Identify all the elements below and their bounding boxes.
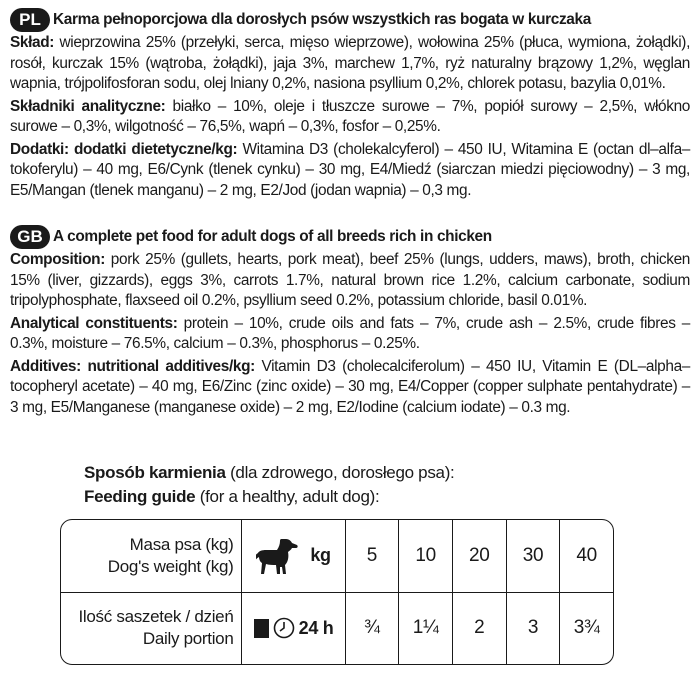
- weight-unit: kg: [310, 545, 331, 566]
- portion-value: ¾: [346, 593, 400, 664]
- portion-label: [61, 593, 242, 664]
- pl-analytical-text: białko – 10%, oleje i tłuszcze surowe – 7%, popiół surowy – 2,5%, włókno surowe – 0,3%, wilgotność – 76,5%, wapń – 0,3%, fosfor – 0,25%.: [10, 97, 691, 135]
- portion-unit: 24 h: [298, 617, 334, 638]
- gb-badge: GB: [10, 225, 50, 249]
- portion-unit-cell: [242, 593, 345, 664]
- pl-additives: [10, 140, 690, 202]
- portion-label-gb: Daily portion: [142, 629, 234, 649]
- feeding-table: [60, 519, 614, 665]
- gb-additives: [10, 357, 690, 419]
- pl-title: Karma pełnoporcjowa dla dorosłych psów wszystkich ras bogata w kurczaka: [53, 10, 591, 28]
- feeding-pl-bold: Sposób karmienia: [84, 463, 226, 482]
- gb-section: [10, 225, 690, 418]
- portion-value: 2: [453, 593, 507, 664]
- pl-section: [10, 8, 690, 201]
- weight-label-gb: Dog's weight (kg): [107, 556, 234, 576]
- gb-analytical-label: Analytical constituents:: [10, 314, 178, 332]
- table-row-portion: [61, 593, 613, 664]
- dog-icon: [256, 537, 300, 575]
- feeding-gb-bold: Feeding guide: [84, 487, 196, 506]
- gb-composition-text: pork 25% (gullets, hearts, pork meat), beef 25% (lungs, udders, maws), broth, chicken 15% (liver, gizzards), eggs 3%, carrots 1.7%, natural brown rice 1.2%, calcium carbonate, sodium tripolyphosphate, flaxseed oil 0.2%, psyllium seed 0.2%, potassium chloride, basil 0.01%.: [10, 251, 690, 309]
- clock-icon: [273, 617, 295, 639]
- portion-value: 3: [507, 593, 561, 664]
- weight-unit-cell: [242, 520, 345, 593]
- feeding-gb-rest: (for a healthy, adult dog):: [195, 487, 380, 506]
- pl-composition: [10, 33, 690, 95]
- feeding-heading-pl: [84, 461, 454, 485]
- portion-label-pl: Ilość saszetek / dzień: [78, 607, 234, 627]
- table-row-weight: [61, 520, 613, 593]
- pl-analytical: [10, 97, 690, 138]
- weight-value: 10: [399, 520, 453, 593]
- gb-title: A complete pet food for adult dogs of all breeds rich in chicken: [53, 227, 492, 245]
- weight-value: 30: [507, 520, 561, 593]
- feeding-heading-gb: [84, 485, 454, 509]
- pl-heading: [10, 8, 690, 32]
- pl-analytical-label: Składniki analityczne:: [10, 97, 166, 115]
- weight-value: 20: [453, 520, 507, 593]
- pl-additives-text: Witamina D3 (cholekalcyferol) – 450 IU, Witamina E (octan dl–alfa–tokoferylu) – 40 mg, E6/Cynk (tlenek cynku) – 30 mg, E4/Miedź (siarczan miedzi pięciowodny) – 3 mg, E5/Mangan (tlenek manganu) – 2 mg, E2/Jod (jodan wapnia) – 0,3 mg.: [10, 140, 690, 199]
- gb-composition: [10, 250, 690, 312]
- pl-badge: PL: [10, 8, 50, 32]
- weight-value: 40: [560, 520, 613, 593]
- pl-additives-label: Dodatki: dodatki dietetyczne/kg:: [10, 140, 238, 158]
- feeding-heading: [84, 461, 454, 509]
- gb-composition-label: Composition:: [10, 251, 105, 268]
- label-text: [10, 8, 690, 420]
- weight-label-pl: Masa psa (kg): [129, 534, 234, 554]
- pl-composition-label: Skład:: [10, 34, 55, 51]
- weight-label: [61, 520, 242, 593]
- weight-value: 5: [346, 520, 400, 593]
- gb-additives-label: Additives: nutritional additives/kg:: [10, 357, 255, 375]
- pl-composition-text: wieprzowina 25% (przełyki, serca, mięso wieprzowe), wołowina 25% (płuca, wymiona, żołądki), rosół, kurczak 15% (wątroba, żołądki), jaja 3%, marchew 1,7%, ryż naturalny brązowy 1,2%, węglan wapnia, trójpolifosforan sodu, olej lniany 0,2%, nasiona psyllium 0,2%, chlorek potasu, bazylia 0,01%.: [10, 34, 690, 92]
- gb-analytical: [10, 314, 690, 355]
- gb-heading: [10, 225, 690, 249]
- feeding-pl-rest: (dla zdrowego, dorosłego psa):: [225, 463, 455, 482]
- portion-value: 3¾: [573, 617, 600, 639]
- gb-additives-text: Vitamin D3 (cholecalciferolum) – 450 IU, Vitamin E (DL–alpha–tocopheryl acetate) – 40 mg, E6/Zinc (zinc oxide) – 30 mg, E4/Copper (copper sulphate pentahydrate) – 3 mg, E5/Manganese (manganese oxide) – 2 mg, E2/Iodine (calcium iodate) – 0.3 mg.: [10, 357, 690, 416]
- gb-analytical-text: protein – 10%, crude oils and fats – 7%, crude ash – 2.5%, crude fibres – 0.3%, moisture – 76.5%, calcium – 0.3%, phosphorus – 0.25%.: [10, 314, 690, 352]
- sachet-icon: [254, 619, 269, 638]
- portion-value: 1¼: [399, 593, 453, 664]
